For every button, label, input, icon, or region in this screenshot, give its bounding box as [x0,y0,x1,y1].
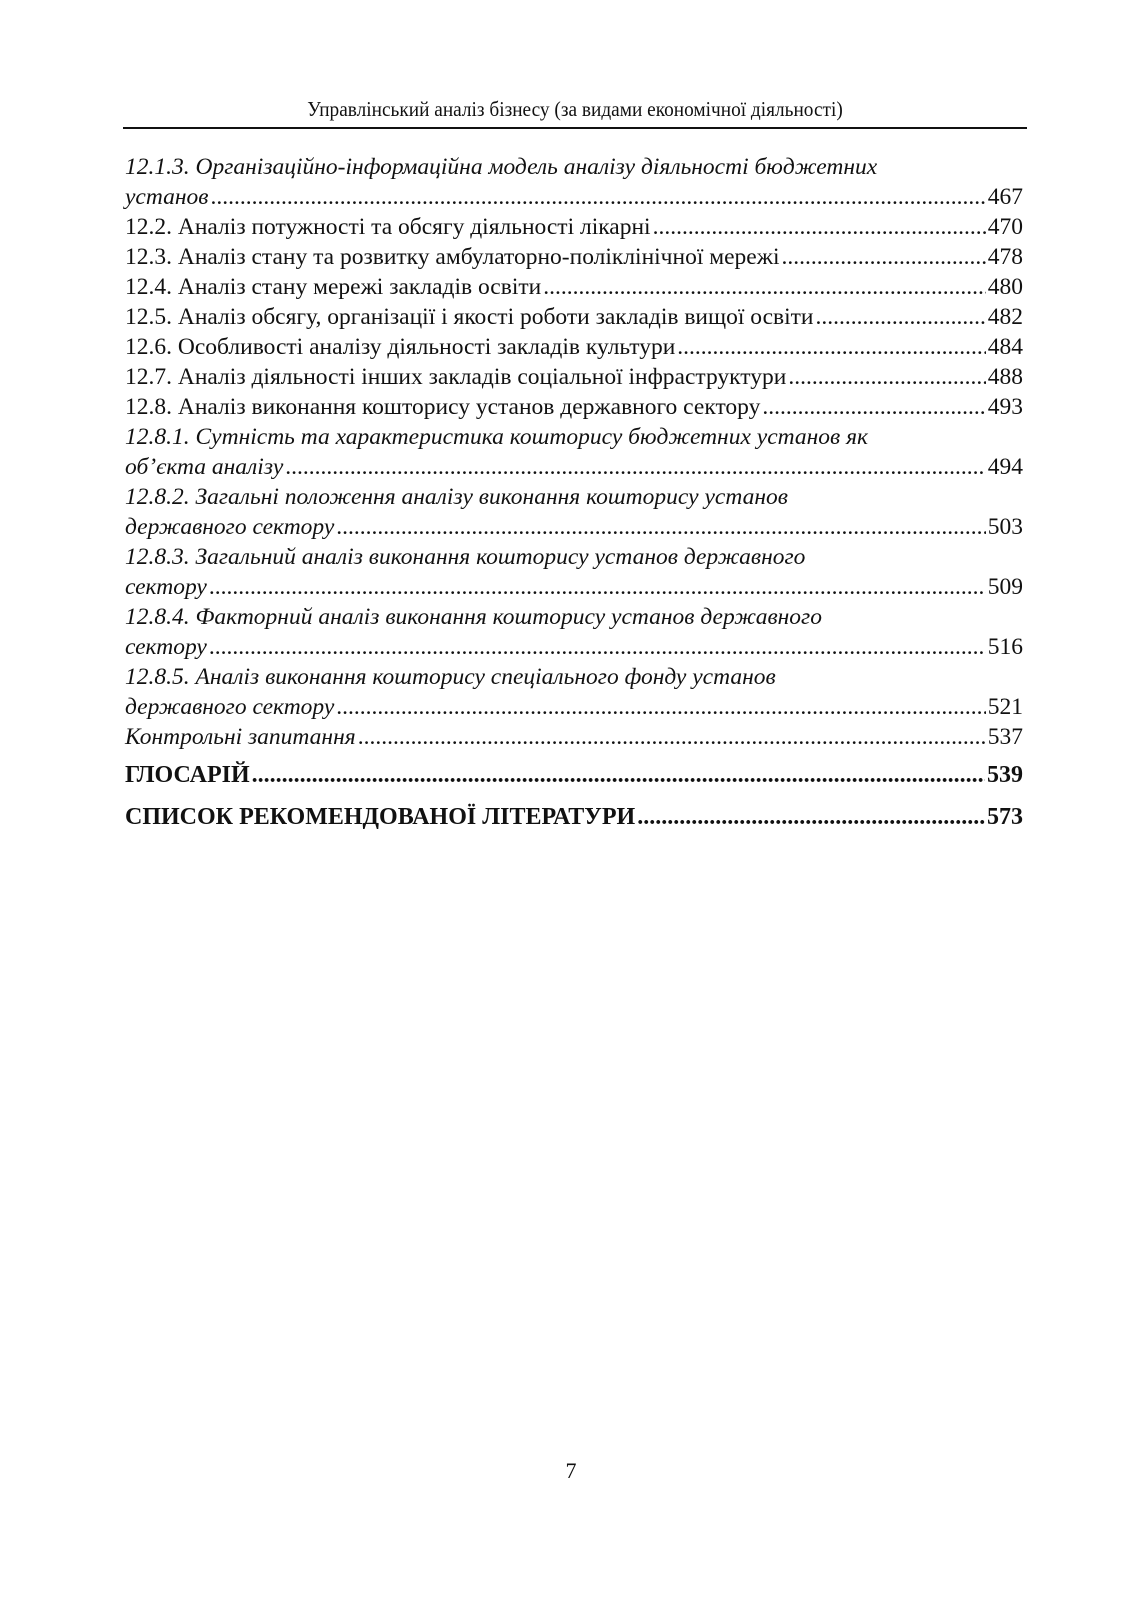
toc-entry-title: об’єкта аналізу [125,454,284,480]
toc-page-number: 488 [987,364,1023,390]
toc-entry-title: 12.5. Аналіз обсягу, організації і якості роботи закладів вищої освіти [125,304,814,330]
toc-entry-line [125,602,1023,632]
toc-entry-title: 12.2. Аналіз потужності та обсягу діяльності лікарні [125,214,651,240]
toc-entry [125,422,1023,482]
toc-dot-leader [358,722,986,752]
toc-page-number: 537 [987,724,1023,750]
toc-dot-leader [336,512,985,542]
toc-entry-line [125,362,1023,392]
toc-page-number: 503 [987,514,1023,540]
toc-entry-title: сектору [125,574,207,600]
toc-entry-line [125,760,1023,791]
toc-dot-leader [252,760,985,791]
toc-entry [125,152,1023,212]
toc-entry-line [125,572,1023,602]
toc-entry-line [125,692,1023,722]
toc-entry-line [125,422,1023,452]
toc-entry-line [125,182,1023,212]
toc-dot-leader [816,302,986,332]
toc-entry [125,542,1023,602]
toc-entry-title: державного сектору [125,694,335,720]
toc-entry-title: 12.4. Аналіз стану мережі закладів освіти [125,274,542,300]
toc-entry-line [125,802,1023,833]
toc-page-number: 573 [987,804,1023,830]
table-of-contents [125,152,1023,833]
toc-entry-line [125,662,1023,692]
toc-entry-line [125,242,1023,272]
toc-entry-line [125,452,1023,482]
toc-entry [125,482,1023,542]
toc-page-number: 482 [987,304,1023,330]
toc-entry-title: 12.8.1. Сутність та характеристика кошторису бюджетних установ як [125,424,869,450]
toc-entry-line [125,632,1023,662]
toc-entry-title: 12.6. Особливості аналізу діяльності закладів культури [125,334,676,360]
toc-entry-line [125,152,1023,182]
toc-entry-title: державного сектору [125,514,335,540]
toc-entry [125,332,1023,362]
toc-entry-line [125,722,1023,752]
toc-entry-line [125,392,1023,422]
toc-dot-leader [677,332,985,362]
toc-dot-leader [788,362,985,392]
toc-entry-title: 12.8.2. Загальні положення аналізу виконання кошторису установ [125,484,788,510]
toc-dot-leader [336,692,985,722]
toc-entry-title: установ [125,184,209,210]
toc-page-number: 539 [987,762,1023,788]
toc-dot-leader [762,392,985,422]
toc-entry-line [125,272,1023,302]
toc-entry-title: 12.3. Аналіз стану та розвитку амбулаторно-поліклінічної мережі [125,244,780,270]
toc-dot-leader [209,632,986,662]
toc-dot-leader [209,572,986,602]
toc-dot-leader [653,212,986,242]
toc-dot-leader [285,452,985,482]
running-header: Управлінський аналіз бізнесу (за видами економічної діяльності) [307,97,843,121]
toc-page-number: 484 [987,334,1023,360]
page-number: 7 [565,1458,577,1483]
toc-entry [125,602,1023,662]
toc-page-number: 494 [987,454,1023,480]
toc-entry-title: Контрольні запитання [125,724,356,750]
toc-entry-title: 12.8.3. Загальний аналіз виконання кошторису установ державного [125,544,806,570]
toc-entry-title: 12.7. Аналіз діяльності інших закладів соціальної інфраструктури [125,364,787,390]
toc-entry-line [125,512,1023,542]
toc-dot-leader [637,802,985,833]
toc-entry [125,722,1023,752]
toc-dot-leader [781,242,985,272]
toc-entry-title: сектору [125,634,207,660]
toc-entry-line [125,332,1023,362]
toc-page-number: 521 [987,694,1023,720]
toc-page-number: 480 [987,274,1023,300]
toc-page-number: 493 [987,394,1023,420]
toc-entry-title: 12.8. Аналіз виконання кошторису установ державного сектору [125,394,761,420]
toc-entry-title: 12.8.4. Факторний аналіз виконання кошторису установ державного [125,604,822,630]
toc-entry-line [125,302,1023,332]
toc-entry-line [125,482,1023,512]
toc-entry [125,242,1023,272]
toc-entry-title: СПИСОК РЕКОМЕНДОВАНОЇ ЛІТЕРАТУРИ [125,804,636,830]
toc-entry [125,392,1023,422]
toc-page-number: 478 [987,244,1023,270]
toc-page-number: 467 [987,184,1023,210]
toc-entry-title: ГЛОСАРІЙ [125,762,250,788]
toc-entry [125,662,1023,722]
toc-entry [125,760,1023,791]
toc-dot-leader [543,272,986,302]
toc-entry-title: 12.1.3. Організаційно-інформаційна модель аналізу діяльності бюджетних [125,154,878,180]
toc-entry [125,802,1023,833]
toc-dot-leader [210,182,985,212]
toc-page-number: 509 [987,574,1023,600]
toc-entry [125,362,1023,392]
header-rule [123,127,1027,129]
toc-page-number: 470 [987,214,1023,240]
toc-entry-line [125,542,1023,572]
toc-entry-title: 12.8.5. Аналіз виконання кошторису спеціального фонду установ [125,664,776,690]
toc-page-number: 516 [987,634,1023,660]
toc-entry-line [125,212,1023,242]
toc-entry [125,272,1023,302]
toc-entry [125,212,1023,242]
toc-entry [125,302,1023,332]
